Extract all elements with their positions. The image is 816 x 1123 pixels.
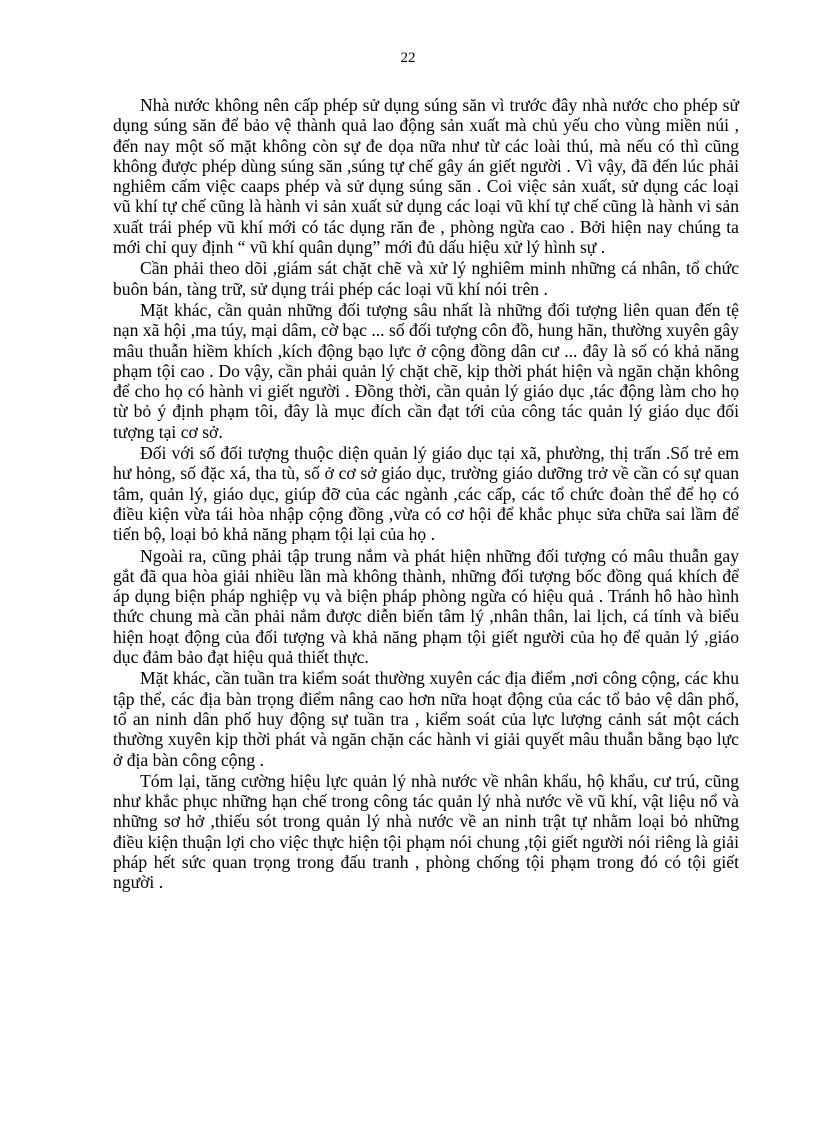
paragraph-conflict-detection: Ngoài ra, cũng phải tập trung nắm và phát hiện những đối tượng có mâu thuẫn gay gắt đã qua hòa giải nhiều lần mà không thành, những đối tượng bốc đồng quá khích để áp dụng biện pháp nghiệp vụ và biện pháp phòng ngừa có hiệu quả . Tránh hô hào hình thức chung mà cần phải nắm được diễn biến tâm lý ,nhân thân, lai lịch, cá tính và biểu hiện hoạt động của đối tượng và khả năng phạm tội giết người của họ để quản lý ,giáo dục đảm bảo đạt hiệu quả thiết thực. bbox=[113, 545, 739, 668]
paragraph-local-education: Đối với số đối tượng thuộc diện quản lý giáo dục tại xã, phường, thị trấn .Số trẻ em hư hỏng, số đặc xá, tha tù, số ở cơ sở giáo dục, trường giáo dưỡng trở về cần có sự quan tâm, quản lý, giáo dục, giúp đỡ của các ngành ,các cấp, các tổ chức đoàn thể để họ có điều kiện vừa tái hòa nhập cộng đồng ,vừa có cơ hội để khắc phục sửa chữa sai lầm để tiến bộ, loại bỏ khả năng phạm tội lại của họ . bbox=[113, 443, 739, 545]
page-number: 22 bbox=[400, 50, 416, 66]
body-text bbox=[113, 95, 739, 894]
paragraph-conclusion: Tóm lại, tăng cường hiệu lực quản lý nhà nước về nhân khẩu, hộ khẩu, cư trú, cũng như khắc phục những hạn chế trong công tác quản lý nhà nước về vũ khí, vật liệu nổ và những sơ hở ,thiếu sót trong quản lý nhà nước về an ninh trật tự nhằm loại bỏ những điều kiện thuận lợi cho việc thực hiện tội phạm nói chung ,tội giết người nói riêng là giải pháp hết sức quan trọng trong đấu tranh , phòng chống tội phạm trong đó có tội giết người . bbox=[113, 770, 739, 893]
paragraph-weapon-monitoring: Cần phải theo dõi ,giám sát chặt chẽ và xử lý nghiêm minh những cá nhân, tổ chức buôn bán, tàng trữ, sử dụng trái phép các loại vũ khí nói trên . bbox=[113, 258, 739, 299]
paragraph-social-evils: Mặt khác, cần quản những đối tượng sâu nhất là những đối tượng liên quan đến tệ nạn xã hội ,ma túy, mại dâm, cờ bạc ... số đối tượng côn đồ, hung hãn, thường xuyên gây mâu thuẫn hiềm khích ,kích động bạo lực ở cộng đồng dân cư ... đây là số có khả năng phạm tội cao . Do vậy, cần phải quản lý chặt chẽ, kịp thời phát hiện và ngăn chặn không để cho họ có hành vi giết người . Đồng thời, cần quản lý giáo dục ,tác động làm cho họ từ bỏ ý định phạm tôi, đây là mục đích cần đạt tới của công tác quản lý giáo dục đối tượng tại cơ sở. bbox=[113, 299, 739, 442]
paragraph-hunting-guns: Nhà nước không nên cấp phép sử dụng súng săn vì trước đây nhà nước cho phép sử dụng súng săn để bảo vệ thành quả lao động sản xuất mà chủ yếu cho vùng miền núi , đến nay một số mặt không còn sự đe dọa nữa như từ các loài thú, mà nếu có thì cũng không được phép dùng súng săn ,súng tự chế gây án giết người . Vì vậy, đã đến lúc phải nghiêm cấm việc caaps phép và sử dụng súng săn . Coi việc sản xuất, sử dụng các loại vũ khí tự chế cũng là hành vi sản xuất sử dụng các loại vũ khí tự chế cũng là hành vi sản xuất trái phép vũ khí mới có tác dụng răn đe , phòng ngừa cao . Bởi hiện nay chúng ta mới chỉ quy định “ vũ khí quân dụng” mới đủ dấu hiệu xử lý hình sự . bbox=[113, 95, 739, 258]
paragraph-public-patrol: Mặt khác, cần tuần tra kiểm soát thường xuyên các địa điểm ,nơi công cộng, các khu tập thể, các địa bàn trọng điểm nâng cao hơn nữa hoạt động của các tổ bảo vệ dân phố, tổ an ninh dân phố huy động sự tuần tra , kiểm soát của lực lượng cảnh sát một cách thường xuyên kịp thời phát và ngăn chặn các hành vi giải quyết mâu thuẫn bằng bạo lực ở địa bàn công cộng . bbox=[113, 668, 739, 770]
